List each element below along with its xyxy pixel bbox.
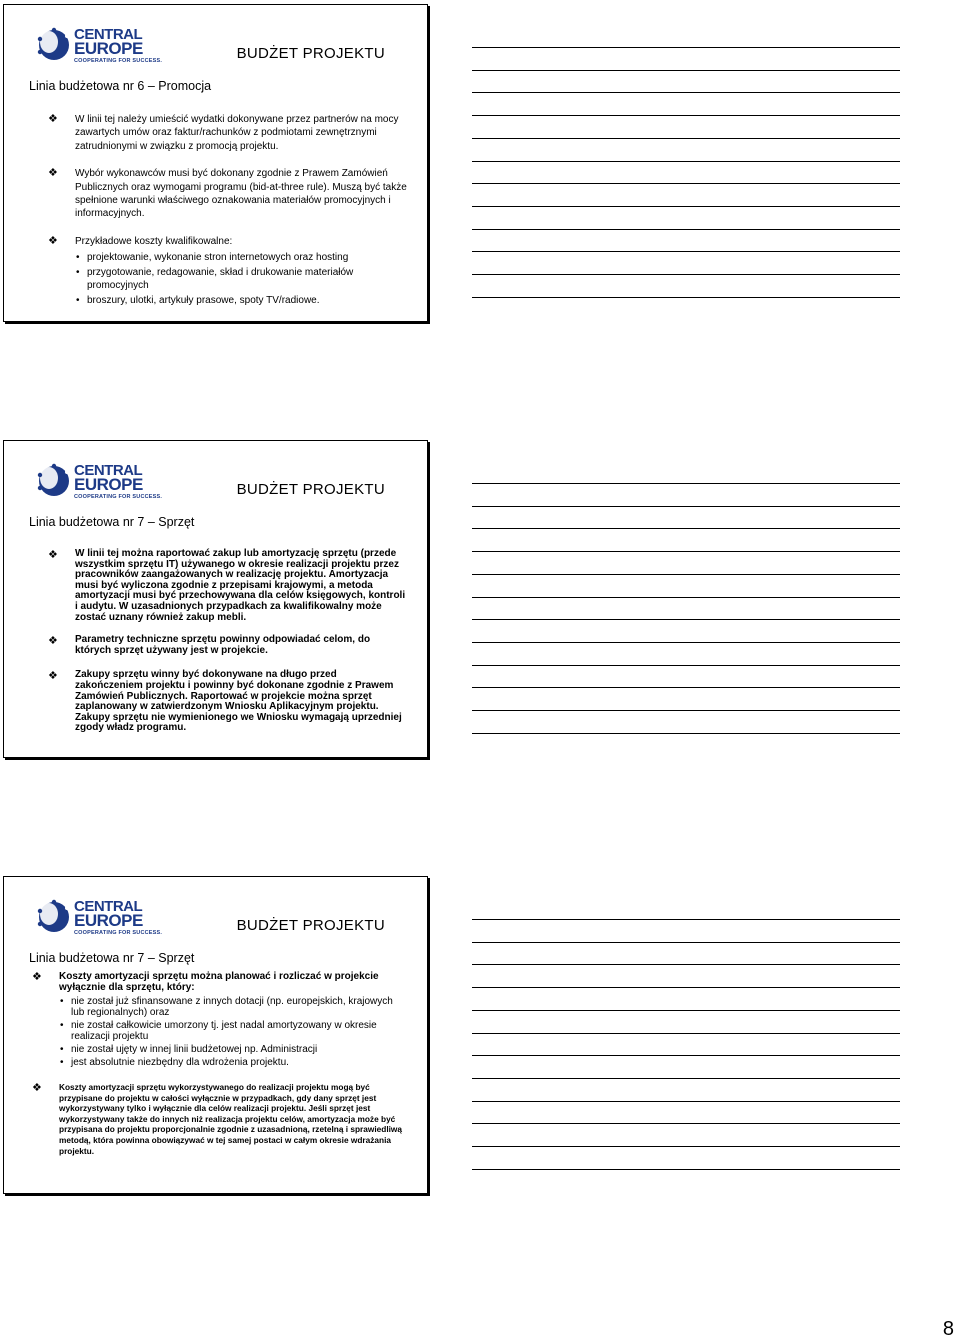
logo-word-europe: EUROPE (74, 475, 143, 494)
sub-list-item: • nie został całkowicie umorzony tj. jest nadal amortyzowany w okresie realizacji projektu (60, 1020, 377, 1042)
bullet-item (48, 635, 407, 656)
note-line (472, 251, 900, 252)
note-line (472, 297, 900, 298)
note-line (472, 619, 900, 620)
note-line (472, 942, 900, 943)
note-line (472, 665, 900, 666)
bullet-item (32, 1082, 407, 1156)
stars-globe-icon (36, 899, 72, 935)
slide-title: BUDŻET PROJEKTU (236, 481, 385, 498)
note-line (472, 229, 900, 230)
sub-list (59, 996, 407, 1068)
bullet-text: Wybór wykonawców musi być dokonany zgodnie z Prawem Zamówień Publicznych oraz wymogami programu (bid-at-three rule). Muszą być także spełnione warunki właściwego oznakowania materiałów promocyjnych i informacyjnych. (75, 168, 407, 220)
note-line (472, 1010, 900, 1011)
slide-3 (3, 876, 428, 1194)
checkmark-bullet-icon: ❖ (48, 234, 58, 247)
slide-subtitle: Linia budżetowa nr 7 – Sprzęt (29, 951, 195, 965)
note-line (472, 642, 900, 643)
checkmark-bullet-icon: ❖ (48, 670, 58, 683)
slide-title: BUDŻET PROJEKTU (236, 917, 385, 934)
logo-word-central: CENTRAL (74, 898, 143, 915)
slide-subtitle: Linia budżetowa nr 7 – Sprzęt (29, 515, 195, 529)
bullet-text: Przykładowe koszty kwalifikowalne: (75, 235, 233, 247)
note-line (472, 574, 900, 575)
bullet-item (48, 235, 407, 307)
bullet-item (48, 167, 407, 221)
slide-title: BUDŻET PROJEKTU (236, 45, 385, 62)
note-line (472, 1078, 900, 1079)
logo-tagline: COOPERATING FOR SUCCESS. (74, 930, 163, 936)
note-line (472, 483, 900, 484)
slide-body (48, 549, 407, 748)
slide-2 (3, 440, 428, 758)
note-line (472, 161, 900, 162)
bullet-text: Zakupy sprzętu winny być dokonywane na długo przed zakończeniem projektu i powinny być dokonane zgodnie z Prawem Zamówień Publicznych. Raportować w projekcie można sprzęt zaplanowany w zatwierdzonym Wniosku Aplikacyjnym projektu. Zakupy sprzętu nie wymienionego we Wniosku wymagają uprzedniej zgody władz programu. (75, 669, 402, 734)
checkmark-bullet-icon: ❖ (48, 113, 58, 125)
bullet-item (48, 113, 407, 153)
stars-globe-icon (36, 27, 72, 63)
logo-tagline: COOPERATING FOR SUCCESS. (74, 494, 163, 500)
slide-1 (3, 4, 428, 322)
bullet-text: W linii tej można raportować zakup lub amortyzację sprzętu (przede wszystkim sprzętu IT) używanego w okresie realizacji projektu przez pracowników zaangażowanych w realizację projektu. Amortyzacja musi być wyliczona zgodnie z przepisami krajowymi, a metoda amortyzacji musi być przechowywana dla celów księgowych, kontroli i audytu. W uzasadnionych przypadkach za kwalifikowalny może zostać uznany również zakup mebli. (75, 548, 406, 623)
slide-body (32, 971, 407, 1170)
page-number: 8 (942, 1318, 954, 1340)
slide-subtitle: Linia budżetowa nr 6 – Promocja (29, 79, 212, 93)
dot-bullet-icon: • (60, 996, 64, 1007)
dot-bullet-icon: • (60, 1020, 64, 1031)
note-line (472, 551, 900, 552)
logo-word-europe: EUROPE (74, 39, 143, 58)
logo-word-central: CENTRAL (74, 26, 143, 43)
dot-bullet-icon: • (60, 1057, 64, 1068)
note-line (472, 206, 900, 207)
dot-bullet-icon: • (76, 267, 80, 279)
sub-list-item: • nie został już sfinansowane z innych dotacji (np. europejskich, krajowych lub regionalnych) oraz (60, 996, 393, 1018)
checkmark-bullet-icon: ❖ (48, 635, 58, 648)
checkmark-bullet-icon: ❖ (48, 167, 58, 180)
slide-body (48, 113, 407, 321)
note-line (472, 987, 900, 988)
note-line (472, 687, 900, 688)
checkmark-bullet-icon: ❖ (48, 549, 58, 561)
note-line (472, 47, 900, 48)
note-line (472, 183, 900, 184)
logo-word-central: CENTRAL (74, 462, 143, 479)
dot-bullet-icon: • (76, 252, 80, 264)
bullet-item (48, 670, 407, 734)
logo-tagline: COOPERATING FOR SUCCESS. (74, 58, 163, 64)
central-europe-logo (36, 26, 163, 67)
note-line (472, 506, 900, 507)
checkmark-bullet-icon: ❖ (32, 971, 42, 983)
note-line (472, 528, 900, 529)
checkmark-bullet-icon: ❖ (32, 1082, 42, 1094)
note-line (472, 92, 900, 93)
sub-list-item: • projektowanie, wykonanie stron internetowych oraz hosting (76, 252, 349, 264)
bullet-text: Parametry techniczne sprzętu powinny odpowiadać celom, do których sprzęt używany jest w projekcie. (75, 634, 371, 656)
sub-list-item: • broszury, ulotki, artykuły prasowe, spoty TV/radiowe. (76, 295, 320, 307)
logo-word-europe: EUROPE (74, 911, 143, 930)
note-line (472, 1055, 900, 1056)
note-line (472, 597, 900, 598)
bullet-item (48, 549, 407, 623)
sub-list (75, 251, 407, 307)
bullet-text: W linii tej należy umieścić wydatki dokonywane przez partnerów na mocy zawartych umów oraz faktur/rachunków z podmiotami zewnętrznymi zatrudnionymi w związku z promocją projektu. (75, 114, 399, 152)
dot-bullet-icon: • (60, 1044, 64, 1055)
note-line (472, 710, 900, 711)
note-line (472, 733, 900, 734)
bullet-text: Koszty amortyzacji sprzętu można planować i rozliczać w projekcie wyłącznie dla sprzętu, który: (59, 971, 379, 993)
note-line (472, 1033, 900, 1034)
bullet-text: Koszty amortyzacji sprzętu wykorzystywanego do realizacji projektu mogą być przypisane do projektu w całości wyłącznie w przypadkach, gdy dany sprzęt jest wykorzystywany tylko i wyłącznie dla celów realizacji projektu. Jeśli sprzęt jest wykorzystywany także do innych niż realizacja projektu celów, amortyzacja może być przypisana do projektu proporcjonalnie zgodnie z uzasadnioną, rzetelną i sprawiedliwą metodą, która powinna obowiązywać w tej samej postaci w całym okresie wdrażania projektu. (59, 1082, 403, 1156)
note-line (472, 964, 900, 965)
central-europe-logo (36, 462, 163, 503)
note-line (472, 1101, 900, 1102)
note-line (472, 138, 900, 139)
note-line (472, 115, 900, 116)
note-line (472, 274, 900, 275)
central-europe-logo (36, 898, 163, 939)
note-line (472, 1169, 900, 1170)
dot-bullet-icon: • (76, 295, 80, 307)
sub-list-item: • nie został ujęty w innej linii budżetowej np. Administracji (60, 1044, 318, 1055)
stars-globe-icon (36, 463, 72, 499)
note-line (472, 70, 900, 71)
sub-list-item: • jest absolutnie niezbędny dla wdrożenia projektu. (60, 1057, 289, 1068)
note-line (472, 1146, 900, 1147)
note-line (472, 1123, 900, 1124)
note-line (472, 919, 900, 920)
sub-list-item: • przygotowanie, redagowanie, skład i drukowanie materiałów promocyjnych (76, 267, 354, 292)
bullet-item (32, 971, 407, 1068)
